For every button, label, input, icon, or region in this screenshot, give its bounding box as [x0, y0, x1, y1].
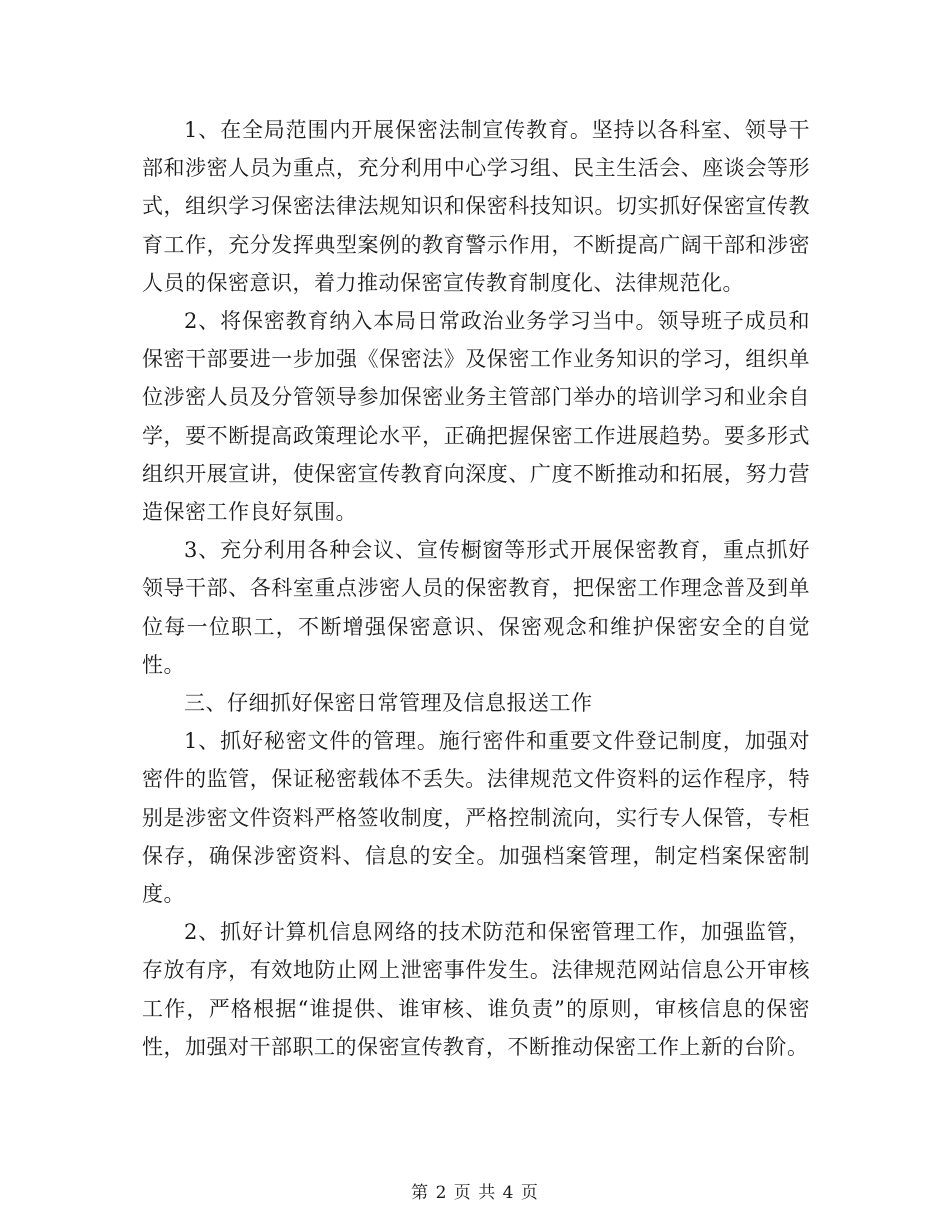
- paragraph-3: 3、充分利用各种会议、宣传橱窗等形式开展保密教育，重点抓好领导干部、各科室重点涉密人员的保密教育，把保密工作理念普及到单位每一位职工，不断增强保密意识、保密观念和维护保密安全的自觉性。: [142, 538, 810, 677]
- paragraph-2: 2、将保密教育纳入本局日常政治业务学习当中。领导班子成员和保密干部要进一步加强《保密法》及保密工作业务知识的学习，组织单位涉密人员及分管领导参加保密业务主管部门举办的培训学习和业余自学，要不断提高政策理论水平，正确把握保密工作进展趋势。要多形式组织开展宣讲，使保密宣传教育向深度、广度不断推动和拓展，努力营造保密工作良好氛围。: [142, 309, 810, 525]
- document-body: [142, 111, 810, 1066]
- section-heading: 三、仔细抓好保密日常管理及信息报送工作: [184, 691, 593, 716]
- page-number-footer: 第 2 页 共 4 页: [411, 1183, 539, 1203]
- section-paragraph-1: 1、抓好秘密文件的管理。施行密件和重要文件登记制度，加强对密件的监管，保证秘密载体不丢失。法律规范文件资料的运作程序，特别是涉密文件资料严格签收制度，严格控制流向，实行专人保管，专柜保存，确保涉密资料、信息的安全。加强档案管理，制定档案保密制度。: [142, 729, 810, 907]
- paragraph-1: 1、在全局范围内开展保密法制宣传教育。坚持以各科室、领导干部和涉密人员为重点，充分利用中心学习组、民主生活会、座谈会等形式，组织学习保密法律法规知识和保密科技知识。切实抓好保密宣传教育工作，充分发挥典型案例的教育警示作用，不断提高广阔干部和涉密人员的保密意识，着力推动保密宣传教育制度化、法律规范化。: [142, 118, 810, 295]
- section-paragraph-2: 2、抓好计算机信息网络的技术防范和保密管理工作，加强监管，存放有序，有效地防止网上泄密事件发生。法律规范网站信息公开审核工作，严格根据“谁提供、谁审核、谁负责”的原则，审核信息的保密性，加强对干部职工的保密宣传教育，不断推动保密工作上新的台阶。: [142, 920, 810, 1059]
